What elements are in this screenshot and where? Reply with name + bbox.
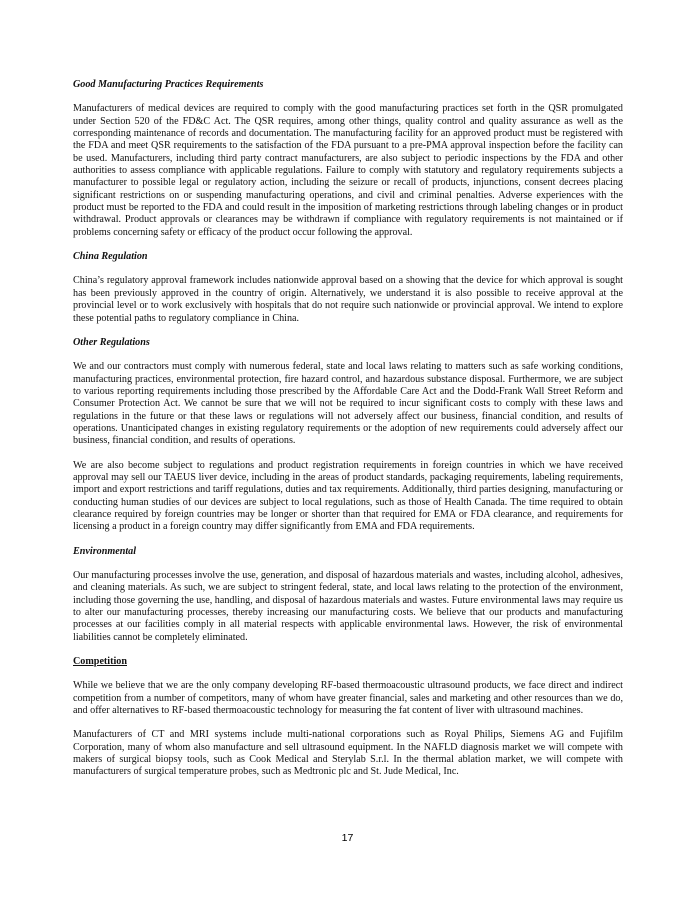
competition-paragraph-2: Manufacturers of CT and MRI systems include multi-national corporations such as Royal Philips, Siemens AG and Fujifilm Corporation, many of whom also manufacture and sell ultrasound equipment. In the NAFLD diagnosis market we will compete with makers of surgical biopsy tools, such as Cook Medical and Sterylab S.r.l. In the thermal ablation market, we will compete with manufacturers of surgical temperature probes, such as Medtronic plc and St. Jude Medical, Inc. — [73, 729, 623, 778]
competition-paragraph-1: While we believe that we are the only company developing RF-based thermoacoustic ultrasound products, we face direct and indirect competition from a number of competitors, many of whom have greater financial, sales and marketing and other resources than we do, and offer alternatives to RF-based thermoacoustic technology for measuring the fat content of liver with ultrasound machines. — [73, 680, 623, 717]
section-heading-other-regulations: Other Regulations — [73, 336, 150, 348]
other-regulations-paragraph-1: We and our contractors must comply with numerous federal, state and local laws relating to matters such as safe working conditions, manufacturing practices, environmental protection, fire hazard control, and hazardous substance disposal. Furthermore, we are subject to various reporting requirements including those prescribed by the Affordable Care Act and the Dodd-Frank Wall Street Reform and Consumer Protection Act. We cannot be sure that we will not be required to incur significant costs to comply with these laws and regulations in the future or that these laws or regulations will not adversely affect our business, financial condition, and results of operations. Unanticipated changes in existing regulatory requirements or the adoption of new requirements could adversely affect our business, financial condition, and results of operations. — [73, 361, 623, 447]
section-heading-china: China Regulation — [73, 251, 148, 263]
section-heading-environmental: Environmental — [73, 545, 137, 557]
other-regulations-paragraph-2: We are also become subject to regulations and product registration requirements in foreign countries in which we have received approval may sell our TAEUS liver device, including in the areas of product standards, packaging requirements, labeling requirements, import and export restrictions and tariff regulations, duties and tax requirements. Additionally, third parties designing, manufacturing or conducting human studies of our devices are subject to local regulations, such as those of Health Canada. The time required to obtain clearance required by foreign countries may be longer or shorter than that required for EMA or FDA clearance, and requirements for licensing a product in a foreign country may differ significantly from EMA and FDA requirements. — [73, 459, 623, 533]
section-heading-competition: Competition — [73, 656, 127, 668]
page-number: 17 — [341, 832, 354, 844]
environmental-paragraph: Our manufacturing processes involve the use, generation, and disposal of hazardous materials and wastes, including alcohol, adhesives, and cleaning materials. As such, we are subject to stringent federal, state, and local laws relating to the protection of the environment, including those governing the use, handling, and disposal of hazardous materials and wastes. Future environmental laws may require us to alter our manufacturing processes, thereby increasing our manufacturing costs. We believe that our products and manufacturing processes at our facilities comply in all material respects with applicable environmental laws. However, the risk of environmental liabilities cannot be completely eliminated. — [73, 570, 623, 643]
gmp-paragraph: Manufacturers of medical devices are required to comply with the good manufacturing practices set forth in the QSR promulgated under Section 520 of the FD&C Act. The QSR requires, among other things, quality control and quality assurance as well as the corresponding maintenance of records and documentation. The manufacturing facility for an approved product must be registered with the FDA and meet QSR requirements to the satisfaction of the FDA pursuant to a pre-PMA approval inspection before the facility can be used. Manufacturers, including third party contract manufacturers, are also subject to periodic inspections by the FDA and other authorities to assess compliance with applicable regulations. Failure to comply with statutory and regulatory requirements subjects a manufacturer to possible legal or regulatory action, including the seizure or recall of products, injunctions, consent decrees placing significant restrictions on or suspending manufacturing operations, and civil and criminal penalties. Adverse experiences with the product must be reported to the FDA and could result in the imposition of marketing restrictions through labeling changes or in product withdrawal. Product approvals or clearances may be withdrawn if compliance with regulatory requirements is not maintained or if problems concerning safety or efficacy of the product occur following the approval. — [73, 103, 623, 238]
section-heading-gmp: Good Manufacturing Practices Requirements — [73, 79, 264, 90]
china-paragraph: China’s regulatory approval framework includes nationwide approval based on a showing that the device for which approval is sought has been previously approved in the country of origin. Alternatively, we understand it is also possible to receive approval at the provincial level or to work exclusively with hospitals that do not require such nationwide or provincial approval. We intend to explore these potential paths to regulatory compliance in China. — [73, 275, 623, 324]
